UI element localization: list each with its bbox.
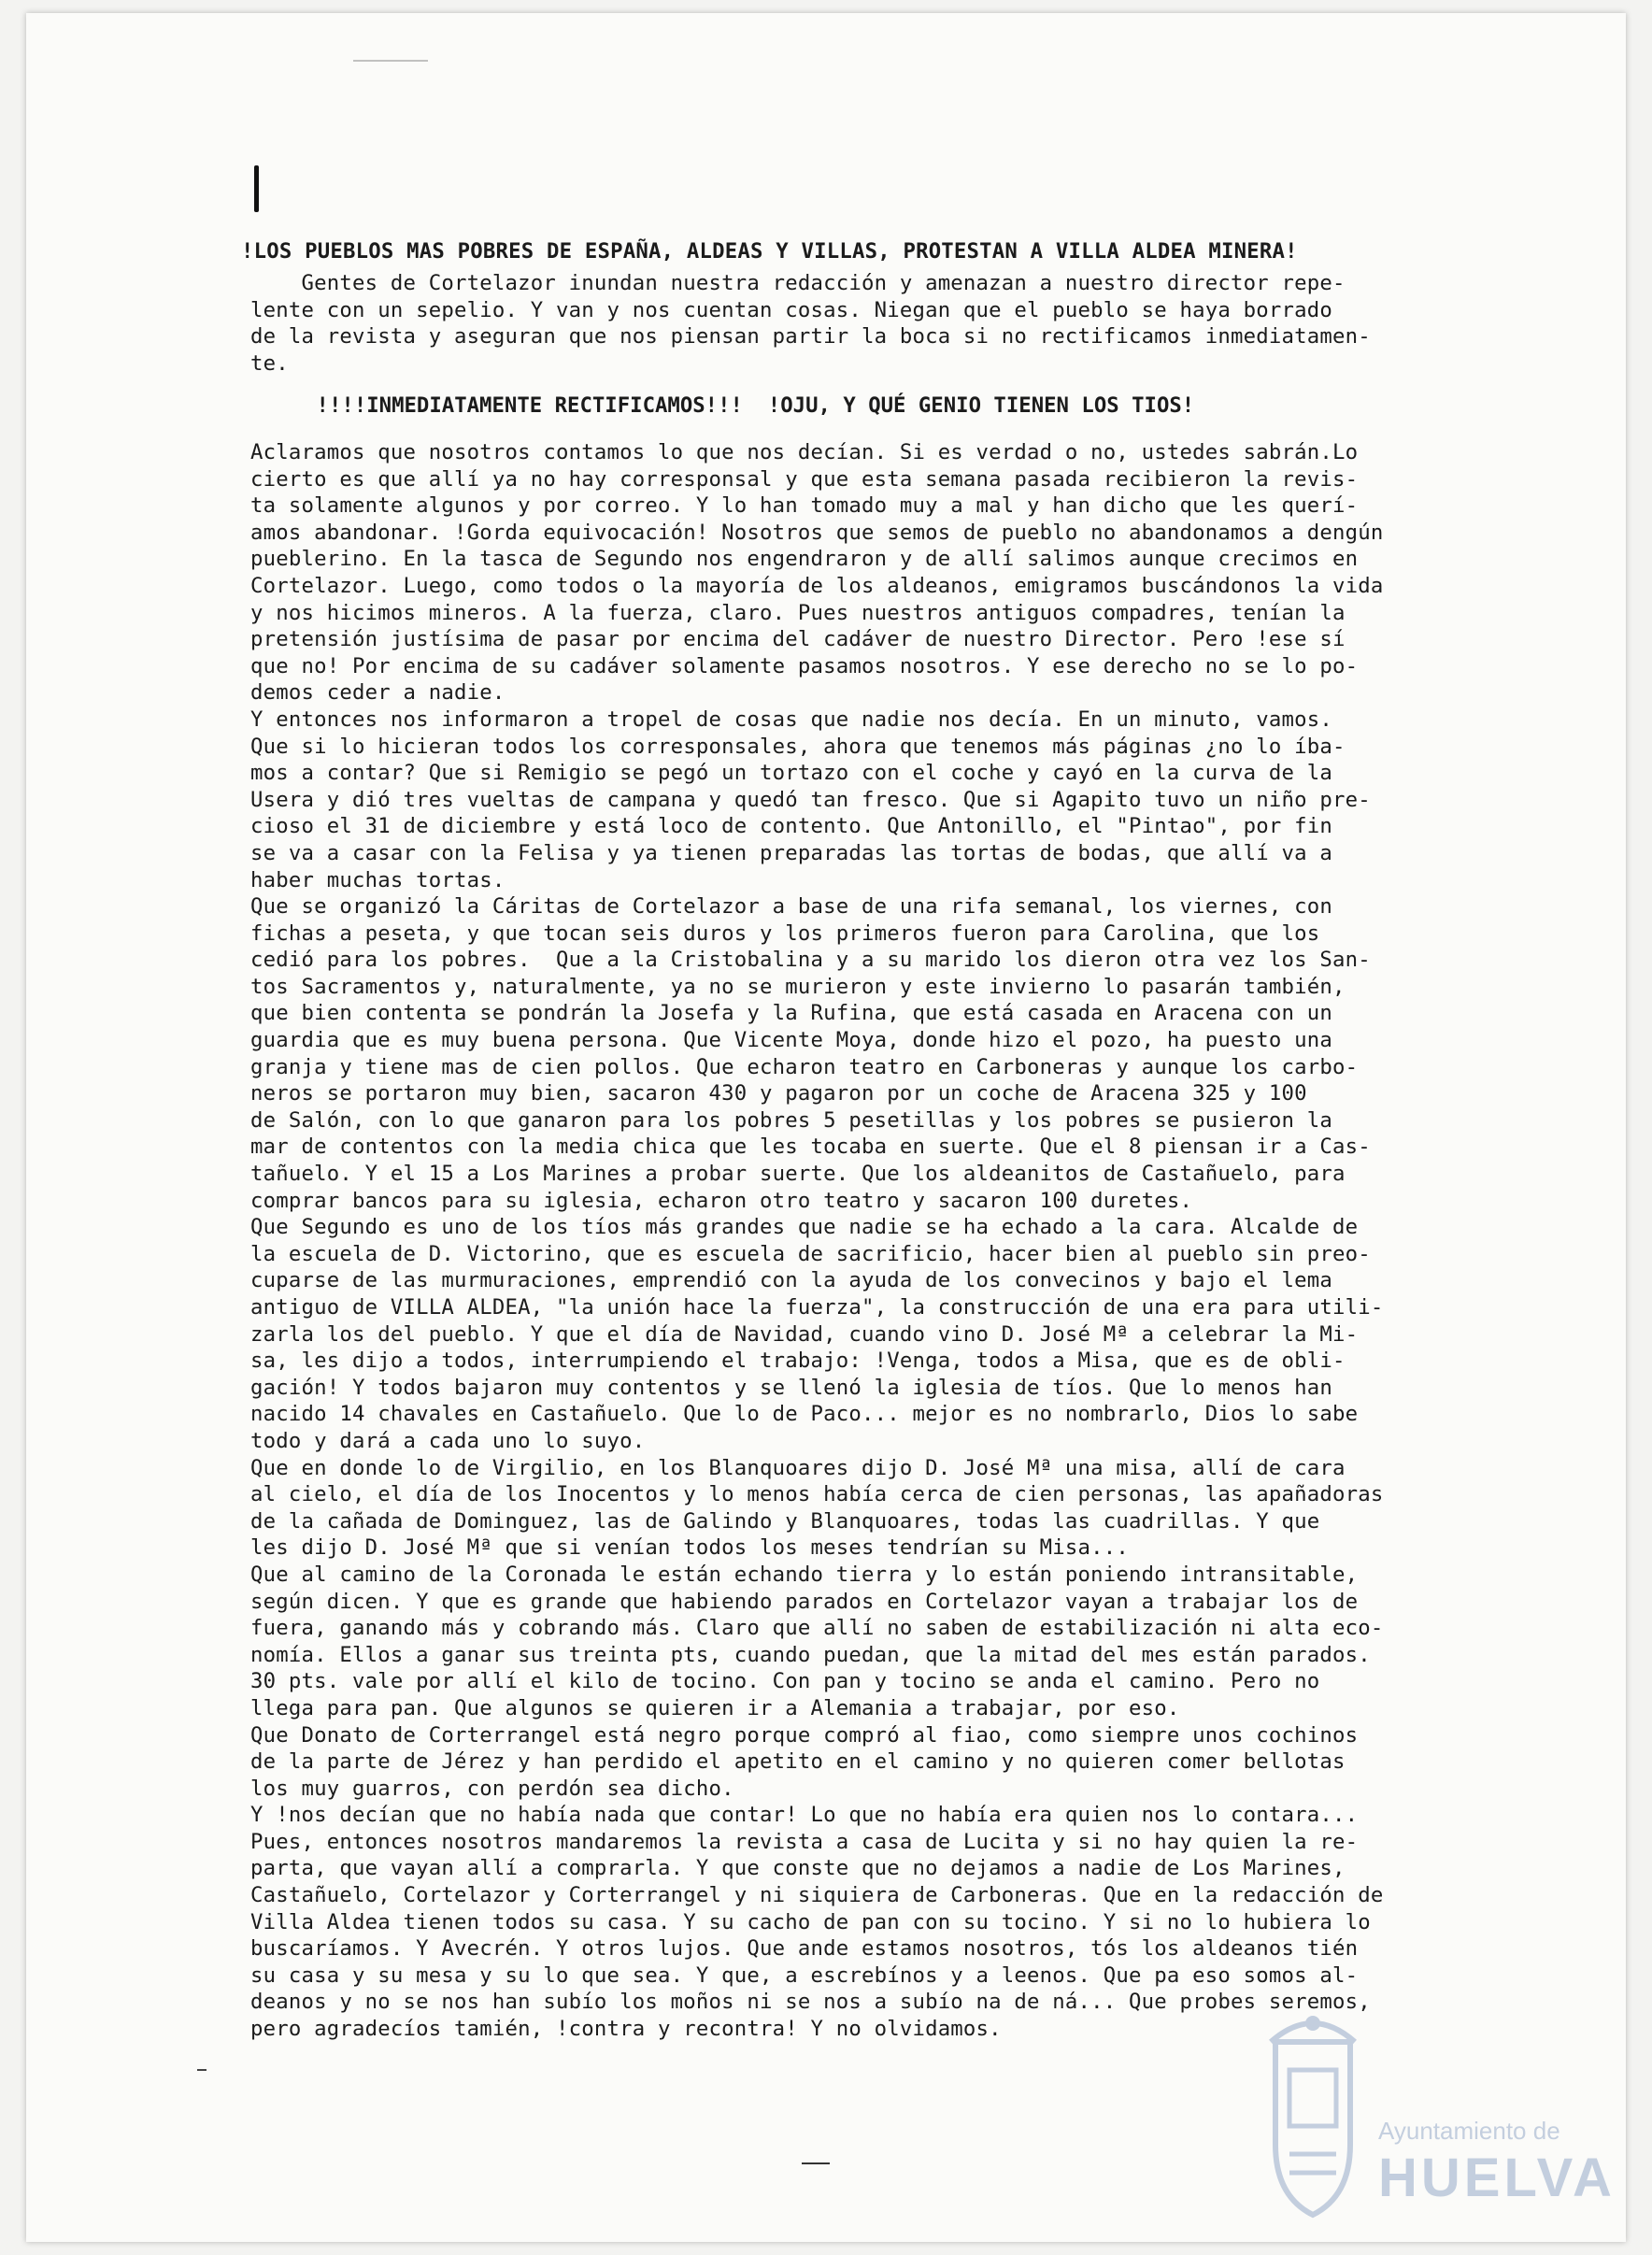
text-line: antiguo de VILLA ALDEA, "la unión hace la fuerza", la construcción de una era para utili- [250, 1295, 1384, 1320]
text-line: los muy guarros, con perdón sea dicho. [250, 1776, 734, 1801]
text-line: según dicen. Y que es grande que habiendo parados en Cortelazor vayan a trabajar los de [250, 1589, 1359, 1614]
text-line: comprar bancos para su iglesia, echaron otro teatro y sacaron 100 duretes. [250, 1188, 1193, 1213]
top-scratch-mark [353, 60, 428, 62]
text-line: fuera, ganando más y cobrando más. Claro que allí no saben de estabilización ni alta eco- [250, 1616, 1384, 1641]
text-line: Cortelazor. Luego, como todos o la mayoría de los aldeanos, emigramos buscándonos la vida [250, 573, 1384, 598]
text-line: parta, que vayan allí a comprarla. Y que conste que no dejamos a nadie de Los Marines, [250, 1856, 1346, 1881]
margin-pen-mark [254, 165, 259, 212]
bottom-dash-mark [802, 2162, 830, 2164]
text-line: 30 pts. vale por allí el kilo de tocino. Con pan y tocino se anda el camino. Pero no [250, 1669, 1320, 1694]
text-line: buscaríamos. Y Avecrén. Y otros lujos. Que ande estamos nosotros, tós los aldeanos tién [250, 1936, 1359, 1962]
text-line: sa, les dijo a todos, interrumpiendo el trabajo: !Venga, todos a Misa, que es de obli- [250, 1349, 1346, 1374]
watermark-org-line1: Ayuntamiento de [1378, 2117, 1560, 2145]
text-line: Que si lo hicieran todos los corresponsales, ahora que tenemos más páginas ¿no lo íba- [250, 734, 1346, 759]
text-line: Castañuelo, Cortelazor y Corterrangel y ni siquiera de Carboneras. Que en la redacción de [250, 1883, 1384, 1908]
text-line: Que al camino de la Coronada le están echando tierra y lo están poniendo intransitable, [250, 1562, 1359, 1587]
text-line: Que Segundo es uno de los tíos más grandes que nadie se ha echado a la cara. Alcalde de [250, 1215, 1359, 1240]
text-line: fichas a peseta, y que tocan seis duros y los primeros fueron para Carolina, que los [250, 921, 1320, 946]
headline: !LOS PUEBLOS MAS POBRES DE ESPAÑA, ALDEAS Y VILLAS, PROTESTAN A VILLA ALDEA MINERA! [241, 239, 1298, 264]
text-line: Que en donde lo de Virgilio, en los Blanquoares dijo D. José Mª una misa, allí de cara [250, 1455, 1346, 1480]
text-line: pueblerino. En la tasca de Segundo nos engendraron y de allí salimos aunque crecimos en [250, 547, 1359, 572]
text-line: de la parte de Jérez y han perdido el apetito en el camino y no quieren comer bellotas [250, 1749, 1346, 1775]
text-line: Y entonces nos informaron a tropel de cosas que nadie nos decía. En un minuto, vamos. [250, 706, 1333, 732]
text-line: y nos hicimos mineros. A la fuerza, claro. Pues nuestros antiguos compadres, tenían la [250, 600, 1346, 625]
text-line: haber muchas tortas. [250, 867, 506, 892]
text-line: pero agradecíos tamién, !contra y recontra! Y no olvidamos. [250, 2017, 1002, 2042]
text-line: Aclaramos que nosotros contamos lo que nos decían. Si es verdad o no, ustedes sabrán.Lo [250, 440, 1359, 464]
text-line: guardia que es muy buena persona. Que Vicente Moya, donde hizo el pozo, ha puesto una [250, 1028, 1333, 1053]
text-line: que bien contenta se pondrán la Josefa y la Rufina, que está casada en Aracena con un [250, 1001, 1333, 1026]
text-line: Que se organizó la Cáritas de Cortelazor a base de una rifa semanal, los viernes, con [250, 894, 1333, 920]
intro-paragraph [250, 270, 1587, 377]
text-line: neros se portaron muy bien, sacaron 430 y pagaron por un coche de Aracena 325 y 100 [250, 1081, 1307, 1106]
text-line: cuparse de las murmuraciones, emprendió con la ayuda de los convecinos y bajo el lema [250, 1268, 1333, 1293]
coat-of-arms-icon [1257, 2005, 1369, 2219]
text-line: cierto es que allí ya no hay corresponsal y que esta semana pasada recibieron la revis- [250, 466, 1359, 492]
text-line: la escuela de D. Victorino, que es escuela de sacrificio, hacer bien al pueblo sin preo- [250, 1241, 1371, 1266]
text-line: de la revista y aseguran que nos piensan partir la boca si no rectificamos inmediatamen- [250, 324, 1371, 350]
text-line: Pues, entonces nosotros mandaremos la revista a casa de Lucita y si no hay quien la re- [250, 1829, 1359, 1854]
text-line: pretensión justísima de pasar por encima del cadáver de nuestro Director. Pero !ese sí [250, 627, 1346, 652]
text-line: Villa Aldea tienen todos su casa. Y su cacho de pan con su tocino. Y si no lo hubiera lo [250, 1909, 1371, 1934]
text-line: de Salón, con lo que ganaron para los pobres 5 pesetillas y los pobres se pusieron la [250, 1107, 1333, 1133]
body-text [250, 439, 1587, 2043]
text-line: mar de contentos con la media chica que les tocaba en suerte. Que el 8 piensan ir a Cas- [250, 1135, 1371, 1160]
watermark-org-line2: HUELVA [1378, 2148, 1616, 2208]
text-line: zarla los del pueblo. Y que el día de Navidad, cuando vino D. José Mª a celebrar la Mi- [250, 1321, 1359, 1347]
text-line: lente con un sepelio. Y van y nos cuentan cosas. Niegan que el pueblo se haya borrado [250, 297, 1333, 322]
text-line: Que Donato de Corterrangel está negro porque compró al fiao, como siempre unos cochinos [250, 1722, 1359, 1748]
text-line: su casa y su mesa y su lo que sea. Y que, a escrebínos y a leenos. Que pa eso somos al- [250, 1962, 1359, 1988]
text-line: Usera y dió tres vueltas de campana y quedó tan fresco. Que si Agapito tuvo un niño pre- [250, 787, 1371, 812]
text-line: cedió para los pobres. Que a la Cristobalina y a su marido los dieron otra vez los San- [250, 948, 1371, 973]
ayuntamiento-huelva-watermark [1257, 2005, 1621, 2229]
text-line: amos abandonar. !Gorda equivocación! Nosotros que semos de pueblo no abandonamos a dengún [250, 520, 1384, 545]
text-line: te. [250, 350, 289, 376]
text-line: llega para pan. Que algunos se quieren ir a Alemania a trabajar, por eso. [250, 1695, 1180, 1720]
subheading: !!!!INMEDIATAMENTE RECTIFICAMOS!!! !OJU, Y QUÉ GENIO TIENEN LOS TIOS! [241, 393, 1195, 418]
text-line: Gentes de Cortelazor inundan nuestra redacción y amenazan a nuestro director repe- [250, 271, 1346, 295]
text-line: deanos y no se nos han subío los moños ni se nos a subío na de ná... Que probes seremos, [250, 1990, 1371, 2015]
text-line: granja y tiene mas de cien pollos. Que echaron teatro en Carboneras y aunque los carbo- [250, 1054, 1359, 1079]
text-line: cioso el 31 de diciembre y está loco de contento. Que Antonillo, el "Pintao", por fin [250, 814, 1333, 839]
text-line: nomía. Ellos a ganar sus treinta pts, cuando puedan, que la mitad del mes están parados. [250, 1642, 1371, 1667]
text-line: al cielo, el día de los Inocentos y lo menos había cerca de cien personas, las apañadoras [250, 1482, 1384, 1507]
text-line: tos Sacramentos y, naturalmente, ya no se murieron y este invierno lo pasarán también, [250, 974, 1346, 999]
text-line: gación! Y todos bajaron muy contentos y se llenó la iglesia de tíos. Que lo menos han [250, 1375, 1333, 1400]
text-line: ta solamente algunos y por correo. Y lo han tomado muy a mal y han dicho que les querí- [250, 493, 1359, 519]
text-line: les dijo D. José Mª que si venían todos los meses tendrían su Misa... [250, 1535, 1130, 1561]
text-line: se va a casar con la Felisa y ya tienen preparadas las tortas de bodas, que allí va a [250, 840, 1333, 865]
text-line: que no! Por encima de su cadáver solamente pasamos nosotros. Y ese derecho no se lo po- [250, 653, 1359, 678]
text-line: demos ceder a nadie. [250, 680, 506, 706]
left-margin-tick [197, 2069, 206, 2071]
text-line: nacido 14 chavales en Castañuelo. Que lo de Paco... mejor es no nombrarlo, Dios lo sabe [250, 1402, 1359, 1427]
text-line: todo y dará a cada uno lo suyo. [250, 1428, 646, 1453]
text-line: mos a contar? Que si Remigio se pegó un tortazo con el coche y cayó en la curva de la [250, 761, 1333, 786]
text-line: Y !nos decían que no había nada que contar! Lo que no había era quien nos lo contara... [250, 1803, 1359, 1828]
text-line: tañuelo. Y el 15 a Los Marines a probar suerte. Que los aldeanitos de Castañuelo, para [250, 1162, 1346, 1187]
text-line: de la cañada de Dominguez, las de Galindo y Blanquoares, todas las cuadrillas. Y que [250, 1508, 1320, 1534]
